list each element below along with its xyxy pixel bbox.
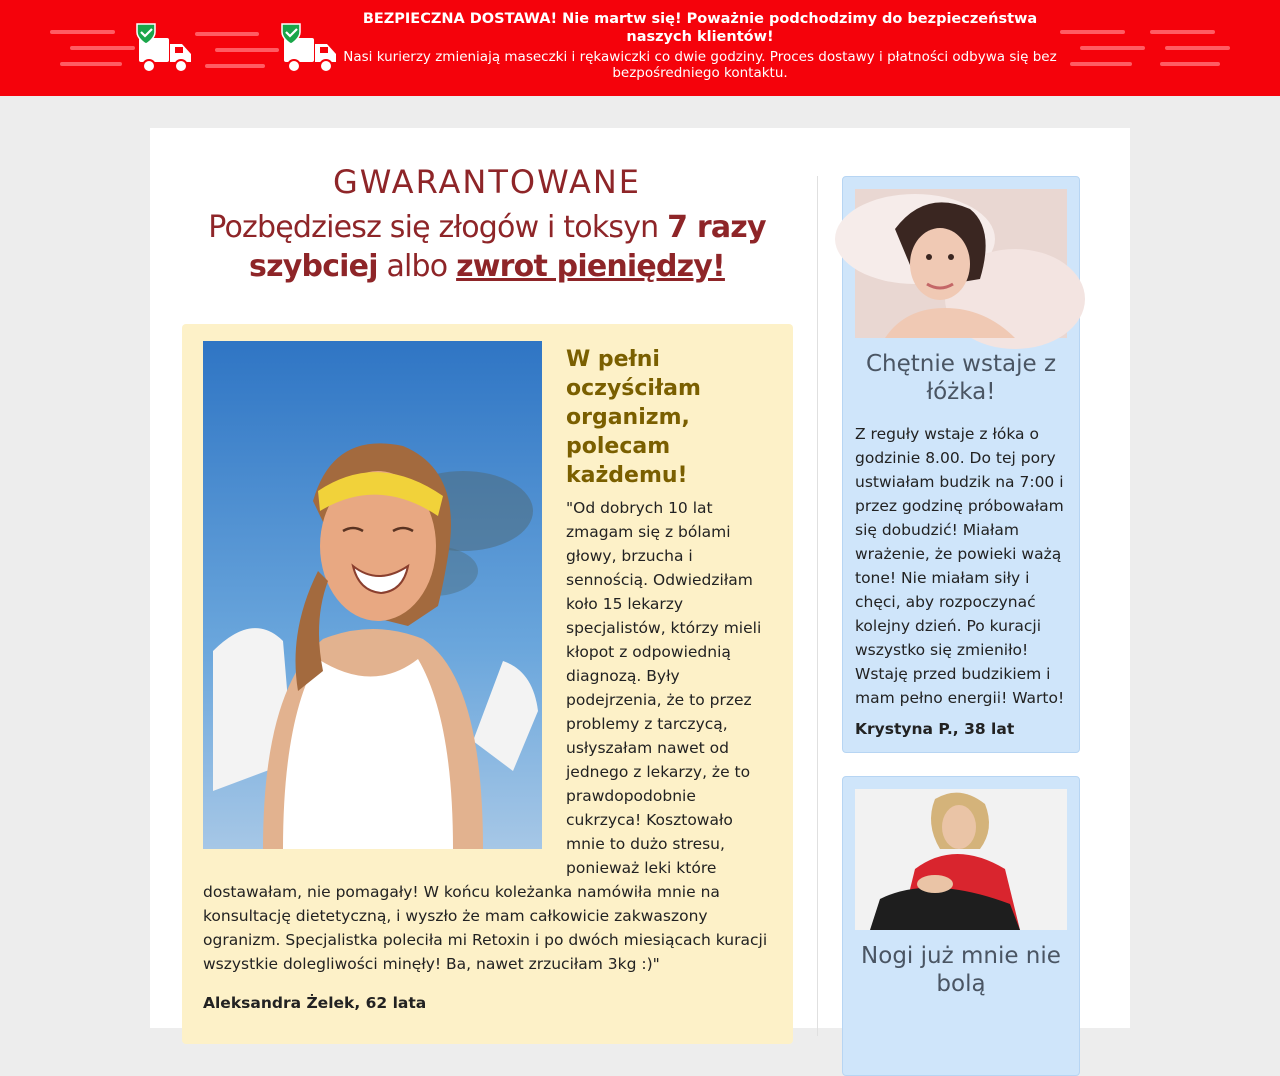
speed-line bbox=[215, 48, 279, 52]
speed-line bbox=[1070, 62, 1132, 66]
speed-line bbox=[70, 46, 135, 50]
headline-title bbox=[180, 208, 794, 286]
headline bbox=[180, 162, 794, 286]
headline-part2: albo bbox=[377, 249, 457, 284]
sidebar-title: Nogi już mnie nie bolą bbox=[861, 943, 1061, 997]
headline-bold: 7 razy szybciej bbox=[249, 210, 766, 284]
speed-line bbox=[1160, 62, 1220, 66]
sidebar-testimonial-card bbox=[842, 176, 1080, 753]
delivery-banner bbox=[0, 0, 1280, 96]
speed-line bbox=[1080, 46, 1145, 50]
speed-line bbox=[1165, 46, 1230, 50]
sidebar-testimonial-card bbox=[842, 776, 1080, 1076]
headline-part1: Pozbędziesz się złogów i toksyn bbox=[208, 210, 668, 245]
delivery-truck-icon bbox=[135, 22, 197, 74]
headline-kicker: GWARANTOWANE bbox=[332, 163, 641, 201]
sidebar-body: Z reguły wstaje z łóka o godzinie 8.00. Do tej pory ustwiałam budzik na 7:00 i przez godzinę próbowałam się dobudzić! Miałam wrażenie, że powieki ważą tone! Nie miałam siły i chęci, aby rozpoczynać kolejny dzień. Po kuracji wszystko się zmieniło! Wstaję przed budzikiem i mam pełno energii! Warto! bbox=[855, 425, 1065, 707]
sidebar-title: Chętnie wstaje z łóżka! bbox=[865, 351, 1057, 405]
content-card bbox=[150, 128, 1130, 1028]
sidebar-author: Krystyna P., 38 lat bbox=[855, 720, 1015, 738]
testimonial-author: Aleksandra Żelek, 62 lata bbox=[203, 994, 427, 1012]
speed-line bbox=[60, 62, 122, 66]
testimonial-heading: W pełni oczyściłam organizm, polecam każdemu! bbox=[566, 347, 701, 488]
speed-line bbox=[205, 64, 265, 68]
column-divider bbox=[817, 176, 818, 1036]
sidebar-photo bbox=[855, 189, 1067, 338]
banner-title: BEZPIECZNA DOSTAWA! Nie martw się! Poważnie podchodzimy do bezpieczeństwa naszych klientów! bbox=[362, 11, 1038, 45]
headline-refund: zwrot pieniędzy! bbox=[456, 249, 725, 284]
banner-text bbox=[330, 10, 1070, 81]
testimonial-box bbox=[182, 324, 793, 1044]
speed-line bbox=[195, 32, 259, 36]
banner-subtitle: Nasi kurierzy zmieniają maseczki i rękawiczki co dwie godziny. Proces dostawy i płatności odbywa się bez bezpośredniego kontaktu. bbox=[343, 49, 1057, 81]
testimonial-body: "Od dobrych 10 lat zmagam się z bólami głowy, brzucha i sennością. Odwiedziłam koło 15 lekarzy specjalistów, którzy mieli kłopot z odpowiednią diagnozą. Były podejrzenia, że to przez problemy z tarczycą, usłyszałam nawet od jednego z lekarzy, że to prawdopodobnie cukrzyca! Kosztowało mnie to dużo stresu, ponieważ leki które dostawałam, nie pomagały! W końcu koleżanka namówiła mnie na konsultację dietetyczną, i wyszło że mam całkowicie zakwaszony ogranizm. Specjalistka poleciła mi Retoxin i po dwóch miesiącach kuracji wszystkie dolegliwości minęły! Ba, nawet zrzuciłam 3kg :)" bbox=[203, 499, 768, 973]
testimonial-photo bbox=[203, 341, 542, 849]
sidebar-photo bbox=[855, 789, 1067, 930]
speed-line bbox=[1150, 30, 1215, 34]
speed-line bbox=[50, 30, 115, 34]
